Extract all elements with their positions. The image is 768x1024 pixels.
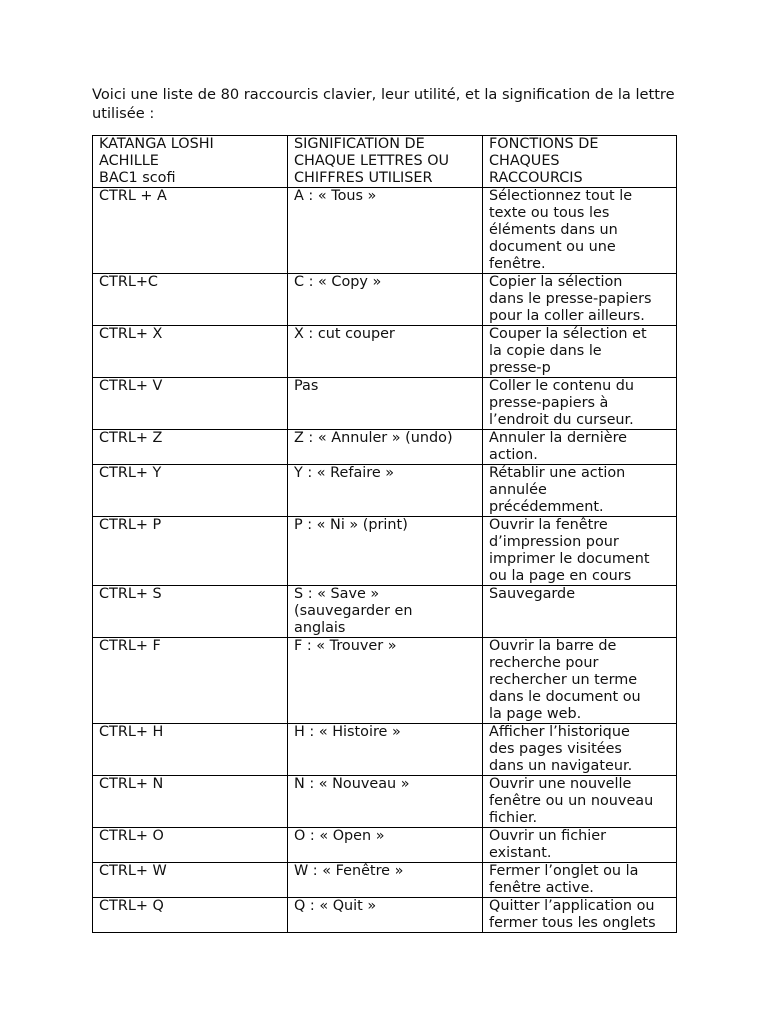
shortcut-cell: CTRL + A [93,188,288,274]
table-row [93,517,677,586]
function-cell: Afficher l’historique des pages visitées dans un navigateur. [483,724,677,776]
shortcut-cell: CTRL+ Z [93,430,288,465]
shortcuts-table [92,135,677,933]
table-row [93,724,677,776]
table-row [93,274,677,326]
function-cell: Ouvrir une nouvelle fenêtre ou un nouveau fichier. [483,776,677,828]
function-cell: Sélectionnez tout le texte ou tous les éléments dans un document ou une fenêtre. [483,188,677,274]
function-cell: Couper la sélection et la copie dans le presse-p [483,326,677,378]
function-cell: Rétablir une action annulée précédemment. [483,465,677,517]
function-cell: Ouvrir la fenêtre d’impression pour imprimer le document ou la page en cours [483,517,677,586]
meaning-cell: S : « Save » (sauvegarder en anglais [288,586,483,638]
table-row [93,863,677,898]
shortcut-cell: CTRL+ S [93,586,288,638]
table-row [93,465,677,517]
meaning-cell: F : « Trouver » [288,638,483,724]
table-row [93,898,677,933]
meaning-cell: Z : « Annuler » (undo) [288,430,483,465]
meaning-cell: A : « Tous » [288,188,483,274]
header-cell-function: FONCTIONS DE CHAQUES RACCOURCIS [483,136,677,188]
header-cell-meaning: SIGNIFICATION DE CHAQUE LETTRES OU CHIFFRES UTILISER [288,136,483,188]
function-cell: Ouvrir un fichier existant. [483,828,677,863]
table-row [93,188,677,274]
meaning-cell: O : « Open » [288,828,483,863]
shortcut-cell: CTRL+ F [93,638,288,724]
function-cell: Quitter l’application ou fermer tous les onglets [483,898,677,933]
intro-paragraph: Voici une liste de 80 raccourcis clavier, leur utilité, et la signification de la lettre utilisée : [92,86,675,122]
meaning-cell: W : « Fenêtre » [288,863,483,898]
table-header-row [93,136,677,188]
table-row [93,828,677,863]
shortcut-cell: CTRL+ X [93,326,288,378]
meaning-cell: P : « Ni » (print) [288,517,483,586]
function-cell: Coller le contenu du presse-papiers à l’endroit du curseur. [483,378,677,430]
shortcut-cell: CTRL+ Q [93,898,288,933]
function-cell: Ouvrir la barre de recherche pour rechercher un terme dans le document ou la page web. [483,638,677,724]
meaning-cell: Q : « Quit » [288,898,483,933]
meaning-cell: H : « Histoire » [288,724,483,776]
table-row [93,776,677,828]
shortcut-cell: CTRL+ O [93,828,288,863]
shortcut-cell: CTRL+ N [93,776,288,828]
table-row [93,586,677,638]
meaning-cell: Pas [288,378,483,430]
shortcut-cell: CTRL+ V [93,378,288,430]
meaning-cell: X : cut couper [288,326,483,378]
shortcut-cell: CTRL+ W [93,863,288,898]
table-body [93,188,677,933]
meaning-cell: N : « Nouveau » [288,776,483,828]
function-cell: Fermer l’onglet ou la fenêtre active. [483,863,677,898]
shortcut-cell: CTRL+C [93,274,288,326]
header-cell-author: KATANGA LOSHI ACHILLE BAC1 scofi [93,136,288,188]
shortcut-cell: CTRL+ H [93,724,288,776]
meaning-cell: Y : « Refaire » [288,465,483,517]
table-row [93,378,677,430]
table-row [93,430,677,465]
function-cell: Copier la sélection dans le presse-papiers pour la coller ailleurs. [483,274,677,326]
function-cell: Sauvegarde [483,586,677,638]
table-row [93,638,677,724]
function-cell: Annuler la dernière action. [483,430,677,465]
meaning-cell: C : « Copy » [288,274,483,326]
shortcut-cell: CTRL+ Y [93,465,288,517]
shortcut-cell: CTRL+ P [93,517,288,586]
table-row [93,326,677,378]
